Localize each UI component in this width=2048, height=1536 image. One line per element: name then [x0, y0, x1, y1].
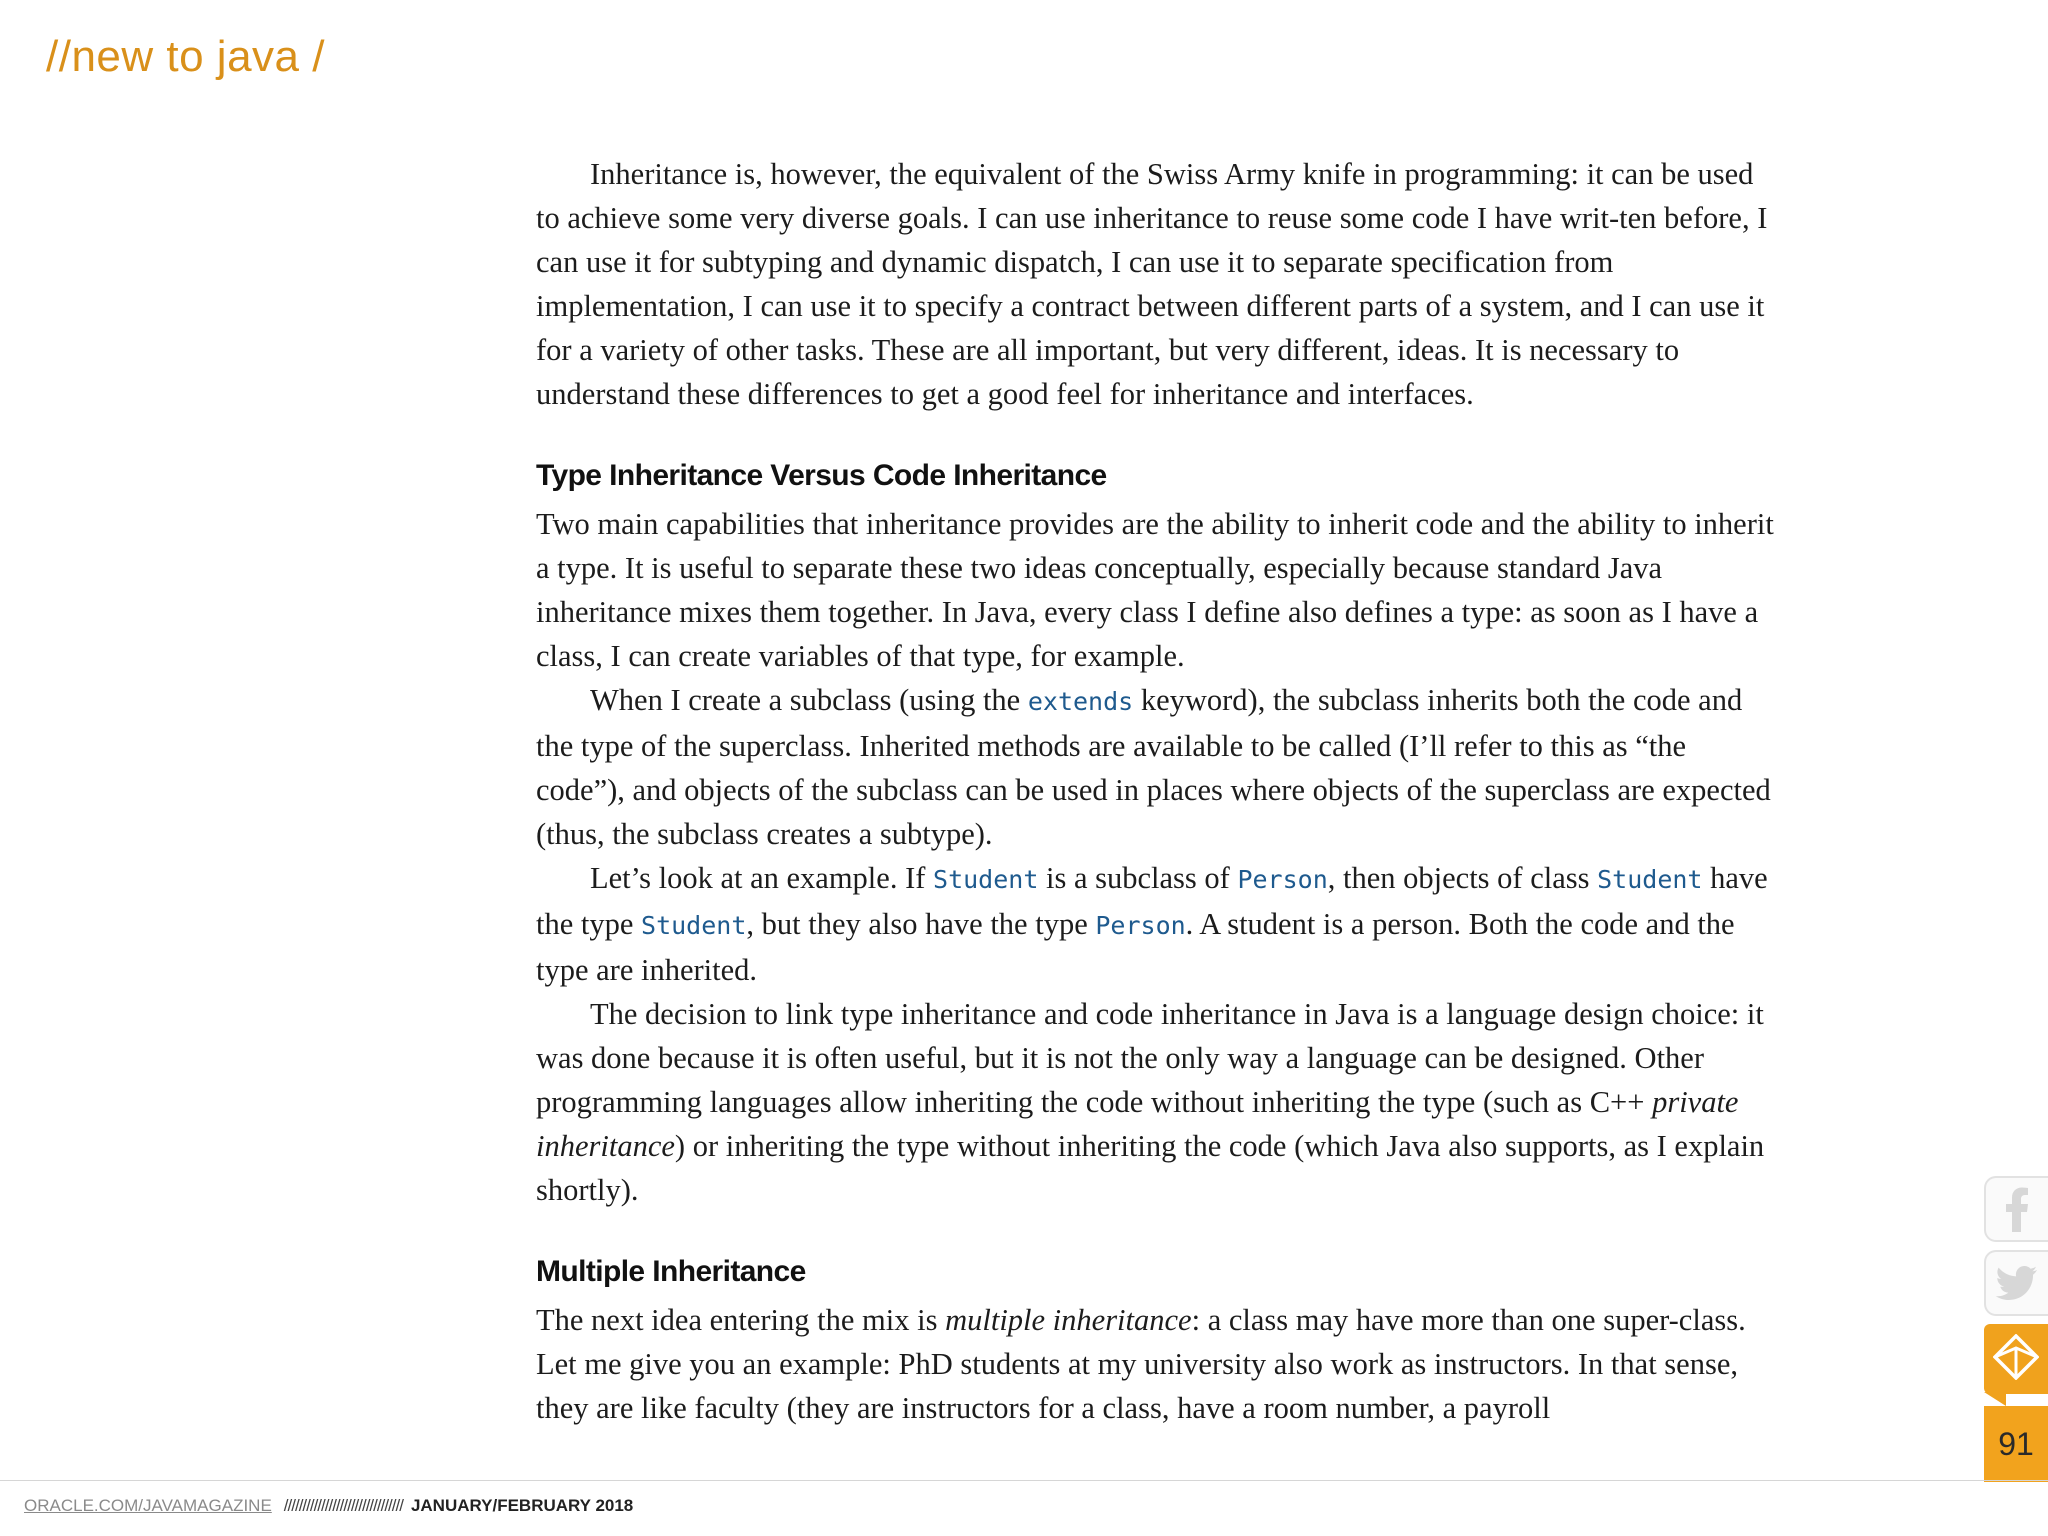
text-run: Let’s look at an example. If [590, 861, 934, 895]
emphasis: multiple inheritance [945, 1303, 1192, 1337]
paragraph [536, 1298, 1776, 1430]
footer [24, 1496, 633, 1516]
text-run: . A student is a person. Both the code and the type are inherited. [536, 907, 1735, 987]
footer-slashes: //////////////////////////////// [283, 1496, 403, 1515]
paragraph [536, 992, 1776, 1212]
twitter-share-button[interactable] [1984, 1250, 2048, 1316]
section-tag: //new to java / [46, 32, 325, 81]
code-student: Student [1597, 865, 1703, 894]
heading-type-inheritance: Type Inheritance Versus Code Inheritance [536, 459, 1107, 492]
emphasis: private inheritance [536, 1085, 1739, 1163]
twitter-icon [1995, 1265, 2039, 1301]
page-number-badge: 91 [1984, 1406, 2048, 1482]
article-body [536, 152, 1776, 1430]
text-run: is a subclass of [1038, 861, 1238, 895]
issue-date: JANUARY/FEBRUARY 2018 [410, 1496, 634, 1515]
text-run: keyword), the subclass inherits both the code and the type of the superclass. Inherited methods are available to be called (I’ll refer to this as “the code”), and objects of the subclass can be used in places where objects of the superclass are expected (thus, the subclass creates a subtype). [536, 683, 1771, 851]
code-extends: extends [1027, 687, 1134, 716]
magazine-link[interactable]: ORACLE.COM/JAVAMAGAZINE [24, 1496, 272, 1515]
text-run: The decision to link type inheritance and code inheritance in Java is a language design choice: it was done because it is often useful, but it is not the only way a language can be designed. Other programming languages allow inheriting the code without inheriting the type (such as C++ [536, 997, 1764, 1119]
text-run: , but they also have the type [746, 907, 1096, 941]
facebook-icon [2002, 1186, 2032, 1232]
code-person: Person [1095, 911, 1186, 940]
text-run: have the type [536, 861, 1768, 941]
text-run: ) or inheriting the type without inheriting the code (which Java also supports, as I explain shortly). [536, 1129, 1765, 1207]
code-student: Student [933, 865, 1039, 894]
text-run: When I create a subclass (using the [590, 683, 1028, 717]
code-person: Person [1237, 865, 1328, 894]
footer-divider [0, 1480, 2048, 1481]
email-icon [1993, 1334, 2039, 1385]
heading-multiple-inheritance: Multiple Inheritance [536, 1255, 806, 1288]
paragraph: Inheritance is, however, the equivalent of the Swiss Army knife in programming: it can be used to achieve some very diverse goals. I can use inheritance to reuse some code I have writ-ten before, I can use it for subtyping and dynamic dispatch, I can use it to separate specification from implementation, I can use it to specify a contract between different parts of a system, and I can use it for a variety of other tasks. These are all important, but very different, ideas. It is necessary to understand these differences to get a good feel for inheritance and interfaces. [536, 157, 1768, 411]
paragraph: Two main capabilities that inheritance provides are the ability to inherit code and the ability to inherit a type. It is useful to separate these two ideas conceptually, especially because standard Java inheritance mixes them together. In Java, every class I define also defines a type: as soon as I have a class, I can create variables of that type, for example. [536, 507, 1774, 673]
paragraph [536, 856, 1776, 992]
text-run: The next idea entering the mix is [536, 1303, 946, 1337]
facebook-share-button[interactable] [1984, 1176, 2048, 1242]
text-run: : a class may have more than one super-class. Let me give you an example: PhD students at my university also work as instructors. In that sense, they are like faculty (they are instructors for a class, have a room number, a payroll [536, 1303, 1746, 1425]
code-student: Student [641, 911, 747, 940]
paragraph [536, 678, 1776, 856]
text-run: , then objects of class [1327, 861, 1598, 895]
email-share-button[interactable] [1984, 1324, 2048, 1394]
email-speech-tail [1984, 1392, 2006, 1406]
